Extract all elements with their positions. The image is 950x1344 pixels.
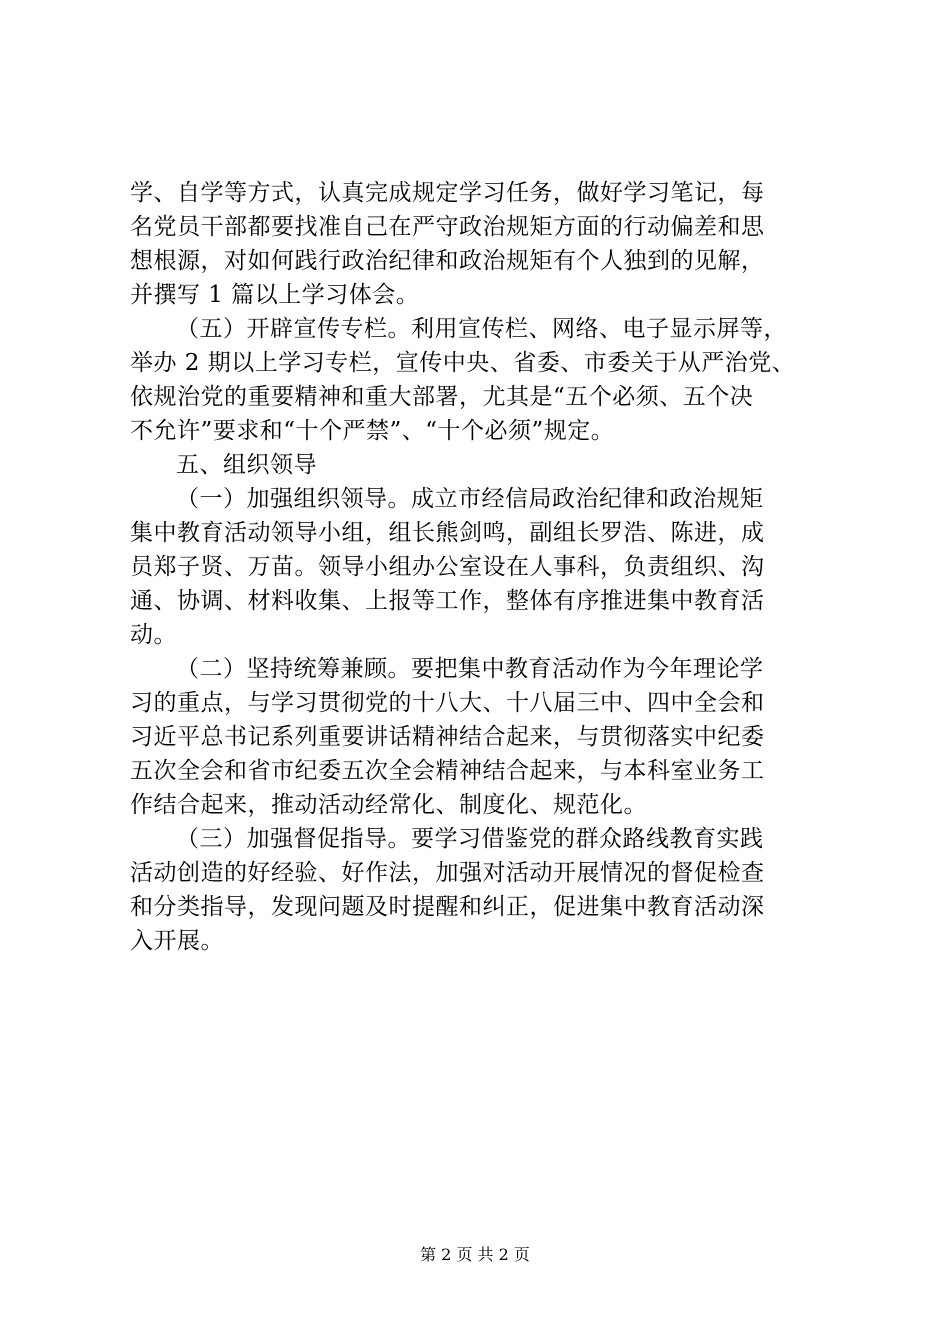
text-line: 学、自学等方式，认真完成规定学习任务，做好学习笔记，每 — [130, 180, 765, 206]
text-line: 作结合起来，推动活动经常化、制度化、规范化。 — [130, 792, 647, 818]
text-line: 入开展。 — [130, 928, 224, 954]
text-line: 依规治党的重要精神和重大部署，尤其是“五个必须、五个决 — [130, 384, 754, 410]
text-line: 通、协调、材料收集、上报等工作，整体有序推进集中教育活 — [130, 588, 765, 614]
page-footer — [0, 1244, 950, 1266]
paragraph-start-line: （三）加强督促指导。要学习借鉴党的群众路线教育实践 — [176, 826, 764, 852]
paragraph-start-line: （一）加强组织领导。成立市经信局政治纪律和政治规矩 — [176, 486, 764, 512]
text-line: 想根源，对如何践行政治纪律和政治规矩有个人独到的见解， — [130, 248, 765, 274]
text-line: 不允许”要求和“十个严禁”、“十个必须”规定。 — [130, 418, 615, 444]
page-number-label: 第 2 页 共 2 页 — [420, 1245, 530, 1264]
paragraph-start-line: （五）开辟宣传专栏。利用宣传栏、网络、电子显示屏等， — [176, 316, 787, 342]
section-heading: 五、组织领导 — [176, 452, 317, 478]
text-line: 集中教育活动领导小组，组长熊剑鸣，副组长罗浩、陈进，成 — [130, 520, 765, 546]
document-body — [130, 176, 840, 958]
text-line: 并撰写 1 篇以上学习体会。 — [130, 282, 420, 308]
text-line: 活动创造的好经验、好作法，加强对活动开展情况的督促检查 — [130, 860, 765, 886]
text-line: 动。 — [130, 622, 177, 648]
text-line: 举办 2 期以上学习专栏，宣传中央、省委、市委关于从严治党、 — [130, 350, 796, 376]
text-line: 名党员干部都要找准自己在严守政治规矩方面的行动偏差和思 — [130, 214, 765, 240]
text-line: 习近平总书记系列重要讲话精神结合起来，与贯彻落实中纪委 — [130, 724, 765, 750]
text-line: 习的重点，与学习贯彻党的十八大、十八届三中、四中全会和 — [130, 690, 765, 716]
text-line: 五次全会和省市纪委五次全会精神结合起来，与本科室业务工 — [130, 758, 765, 784]
text-line: 和分类指导，发现问题及时提醒和纠正，促进集中教育活动深 — [130, 894, 765, 920]
paragraph-start-line: （二）坚持统筹兼顾。要把集中教育活动作为今年理论学 — [176, 656, 764, 682]
text-line: 员郑子贤、万苗。领导小组办公室设在人事科，负责组织、沟 — [130, 554, 765, 580]
